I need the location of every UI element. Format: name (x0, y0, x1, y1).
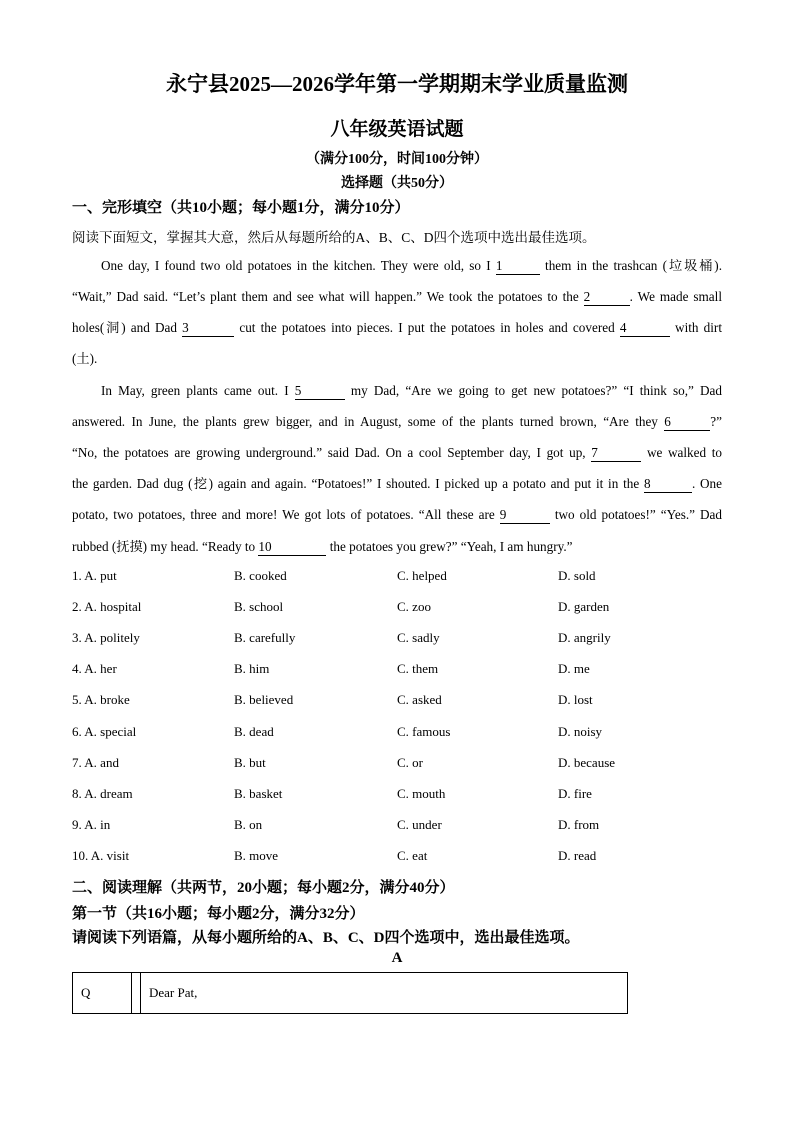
option-d: D. me (558, 661, 590, 677)
option-b: B. move (234, 847, 279, 863)
question-row (0, 568, 794, 588)
question-row (0, 692, 794, 712)
option-d: D. because (558, 754, 616, 770)
table-cell-empty (132, 973, 141, 1014)
option-d: D. read (558, 847, 597, 863)
option-c: C. helped (397, 568, 447, 583)
blank-1: 1 (496, 258, 540, 275)
option-b: B. on (234, 816, 263, 832)
blank-6: 6 (664, 414, 710, 431)
option-a: 5. A. broke (72, 692, 130, 708)
option-a: 10. A. visit (72, 847, 130, 863)
question-row (0, 817, 794, 837)
option-d: D. sold (558, 568, 596, 583)
passage-line: the garden. Dad dug (挖) again and again. “Potatoes!” I shouted. I picked up a potato and put it in the 8 . One (72, 476, 722, 491)
passage-line: In May, green plants came out. I 5 my Dad, “Are we going to get new potatoes?” “I think so,” Dad (101, 383, 722, 398)
option-a: 8. A. dream (72, 785, 133, 801)
option-b: B. dead (234, 723, 274, 739)
question-row (0, 599, 794, 619)
part1-instruction: 阅读下面短文，掌握其大意，然后从每题所给的A、B、C、D四个选项中选出最佳选项。 (72, 230, 596, 245)
option-d: D. fire (558, 785, 592, 801)
option-d: D. from (558, 816, 600, 832)
table-cell-letter: Dear Pat, (141, 973, 628, 1014)
exam-subtitle: 八年级英语试题 (330, 119, 464, 140)
blank-2: 2 (584, 289, 630, 306)
passage-line: “Wait,” Dad said. “Let’s plant them and see what will happen.” We took the potatoes to the 2 . We made small (72, 289, 722, 304)
passage-line: holes(洞) and Dad 3 cut the potatoes into pieces. I put the potatoes in holes and covered 4 with dirt (72, 320, 722, 335)
option-d: D. noisy (558, 723, 603, 739)
blank-10: 10 (258, 539, 326, 556)
option-c: C. mouth (397, 785, 446, 801)
option-d: D. lost (558, 692, 593, 708)
option-c: C. zoo (397, 599, 431, 615)
passage-line: “No, the potatoes are growing underground.” said Dad. On a cool September day, I got up, 7 we walked to (72, 445, 723, 460)
exam-title: 永宁县2025—2026学年第一学期期末学业质量监测 (166, 72, 628, 96)
passage-line: rubbed (抚摸) my head. “Ready to 10 the potatoes you grew?” “Yeah, I am hungry.” (72, 539, 573, 554)
passage-line: answered. In June, the plants grew bigger, and in August, some of the plants turned brown, “Are they 6 ?” (72, 414, 722, 429)
table-row (73, 973, 628, 1014)
option-c: C. sadly (397, 630, 440, 646)
blank-7: 7 (591, 445, 641, 462)
option-c: C. asked (397, 692, 442, 708)
blank-3: 3 (182, 320, 234, 337)
option-a: 3. A. politely (72, 630, 140, 646)
option-b: B. school (234, 599, 284, 615)
passage-line: One day, I found two old potatoes in the kitchen. They were old, so I 1 them in the trashcan (垃圾桶). (101, 258, 722, 273)
option-a: 1. A. put (72, 568, 117, 583)
option-d: D. garden (558, 599, 610, 615)
option-b: B. basket (234, 785, 283, 801)
option-b: B. cooked (234, 568, 287, 583)
option-c: C. under (397, 816, 442, 832)
option-d: D. angrily (558, 630, 611, 646)
option-a: 9. A. in (72, 816, 111, 832)
passage-line: potato, two potatoes, three and more! We got lots of potatoes. “All these are 9 two old potatoes!” “Yes.” Dad (72, 507, 722, 522)
reading-table (72, 972, 628, 1014)
option-b: B. carefully (234, 630, 296, 646)
option-a: 4. A. her (72, 661, 117, 677)
choice-section-label: 选择题（共50分） (341, 176, 453, 191)
question-row (0, 661, 794, 681)
question-row (0, 724, 794, 744)
option-a: 6. A. special (72, 723, 137, 739)
table-cell-q: Q (73, 973, 132, 1014)
part2-section1: 第一节（共16小题；每小题2分，满分32分） (72, 906, 365, 922)
blank-8: 8 (644, 476, 692, 493)
passage-line: (土). (72, 351, 98, 366)
part2-instruction: 请阅读下列语篇，从每小题所给的A、B、C、D四个选项中，选出最佳选项。 (72, 930, 580, 946)
blank-9: 9 (500, 507, 550, 524)
passage-letter: A (391, 950, 403, 966)
option-b: B. him (234, 661, 270, 677)
question-row (0, 786, 794, 806)
option-c: C. or (397, 754, 423, 770)
option-c: C. eat (397, 847, 428, 863)
part1-heading: 一、完形填空（共10小题；每小题1分，满分10分） (72, 200, 410, 216)
option-c: C. famous (397, 723, 451, 739)
blank-4: 4 (620, 320, 670, 337)
part2-heading: 二、阅读理解（共两节，20小题；每小题2分，满分40分） (72, 880, 455, 896)
option-b: B. believed (234, 692, 294, 708)
score-time: （满分100分，时间100分钟） (306, 152, 488, 167)
option-b: B. but (234, 754, 266, 770)
option-a: 7. A. and (72, 754, 119, 770)
option-a: 2. A. hospital (72, 599, 142, 615)
question-row (0, 755, 794, 775)
question-row (0, 848, 794, 868)
option-c: C. them (397, 661, 439, 677)
question-row (0, 630, 794, 650)
blank-5: 5 (295, 383, 345, 400)
